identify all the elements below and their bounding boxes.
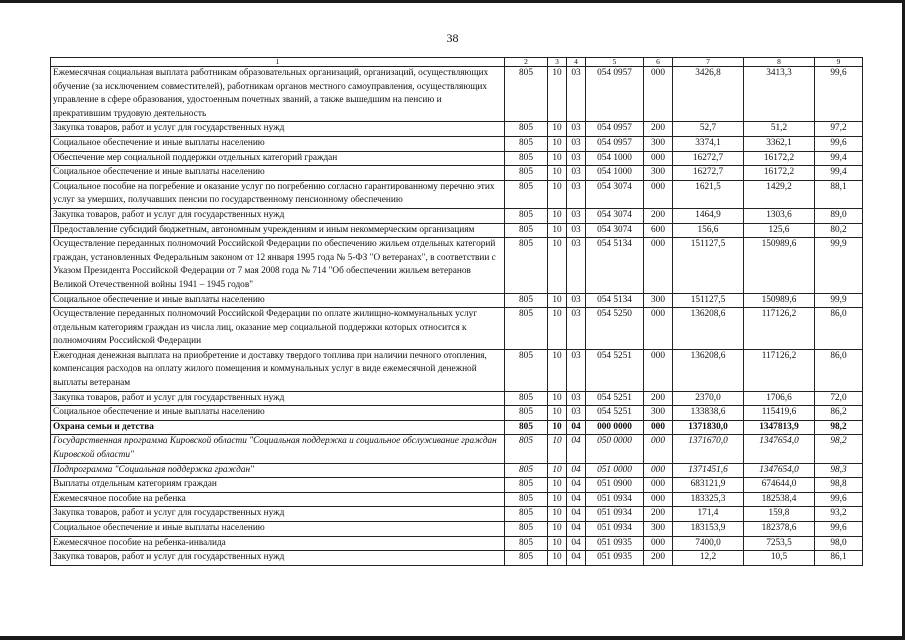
code-ministry: 805 (505, 435, 548, 463)
code-target-article: 054 5251 (586, 349, 644, 391)
code-target-article: 054 5250 (586, 308, 644, 350)
execution-percent: 86,0 (815, 349, 863, 391)
code-ministry: 805 (505, 420, 548, 435)
code-expense-type: 200 (644, 507, 673, 522)
code-ministry: 805 (505, 551, 548, 566)
budget-table (50, 57, 863, 566)
code-expense-type: 300 (644, 406, 673, 421)
code-ministry: 805 (505, 478, 548, 493)
code-subsection: 03 (567, 208, 586, 223)
code-section: 10 (548, 122, 567, 137)
code-target-article: 051 0900 (586, 478, 644, 493)
code-section: 10 (548, 478, 567, 493)
planned-amount: 151127,5 (673, 238, 744, 293)
table-row (51, 238, 863, 293)
code-expense-type: 200 (644, 391, 673, 406)
executed-amount: 1347654,0 (744, 463, 815, 478)
row-name: Ежемесячная социальная выплата работникам образовательных организаций, организаций, осуществляющих обучение (за исключением совместителей), работникам органов местного самоуправления, осуществляющих управление в сфере образования, удостоенным почетных званий, а также вышедшим на пенсию и прекратившим трудовую деятельность (51, 67, 505, 122)
row-name: Закупка товаров, работ и услуг для государственных нужд (51, 208, 505, 223)
code-target-article: 054 5251 (586, 391, 644, 406)
code-expense-type: 000 (644, 349, 673, 391)
planned-amount: 1371830,0 (673, 420, 744, 435)
code-target-article: 051 0000 (586, 463, 644, 478)
table-row (51, 208, 863, 223)
code-section: 10 (548, 391, 567, 406)
executed-amount: 1706,6 (744, 391, 815, 406)
code-subsection: 04 (567, 420, 586, 435)
planned-amount: 183153,9 (673, 522, 744, 537)
planned-amount: 1464,9 (673, 208, 744, 223)
code-subsection: 04 (567, 478, 586, 493)
code-subsection: 03 (567, 223, 586, 238)
code-section: 10 (548, 463, 567, 478)
row-name: Закупка товаров, работ и услуг для государственных нужд (51, 391, 505, 406)
code-section: 10 (548, 293, 567, 308)
code-section: 10 (548, 406, 567, 421)
planned-amount: 1371670,0 (673, 435, 744, 463)
code-section: 10 (548, 166, 567, 181)
executed-amount: 182378,6 (744, 522, 815, 537)
table-row (51, 223, 863, 238)
code-section: 10 (548, 349, 567, 391)
table-row (51, 293, 863, 308)
execution-percent: 98,3 (815, 463, 863, 478)
code-expense-type: 000 (644, 435, 673, 463)
row-name: Охрана семьи и детства (51, 420, 505, 435)
table-header-row (51, 58, 863, 67)
row-name: Подпрограмма "Социальная поддержка граждан" (51, 463, 505, 478)
row-name: Ежегодная денежная выплата на приобретение и доставку твердого топлива при наличии печного отопления, компенсация расходов на оплату жилого помещения и коммунальных услуг в виде ежемесячной денежной выплаты ветеранам (51, 349, 505, 391)
planned-amount: 3426,8 (673, 67, 744, 122)
execution-percent: 99,4 (815, 166, 863, 181)
executed-amount: 1347654,0 (744, 435, 815, 463)
planned-amount: 2370,0 (673, 391, 744, 406)
col-header: 1 (51, 58, 505, 67)
execution-percent: 80,2 (815, 223, 863, 238)
code-expense-type: 600 (644, 223, 673, 238)
executed-amount: 115419,6 (744, 406, 815, 421)
executed-amount: 159,8 (744, 507, 815, 522)
code-ministry: 805 (505, 166, 548, 181)
row-name: Обеспечение мер социальной поддержки отдельных категорий граждан (51, 151, 505, 166)
table-row (51, 308, 863, 350)
row-name: Социальное обеспечение и иные выплаты населению (51, 522, 505, 537)
code-expense-type: 000 (644, 478, 673, 493)
table-row (51, 420, 863, 435)
planned-amount: 1371451,6 (673, 463, 744, 478)
executed-amount: 1303,6 (744, 208, 815, 223)
row-name: Ежемесячное пособие на ребенка (51, 492, 505, 507)
code-ministry: 805 (505, 522, 548, 537)
code-ministry: 805 (505, 463, 548, 478)
code-expense-type: 000 (644, 420, 673, 435)
row-name: Государственная программа Кировской области "Социальная поддержка и социальное обслуживание граждан Кировской области" (51, 435, 505, 463)
table-row (51, 478, 863, 493)
table-row (51, 406, 863, 421)
table-row (51, 166, 863, 181)
code-section: 10 (548, 223, 567, 238)
code-section: 10 (548, 522, 567, 537)
planned-amount: 171,4 (673, 507, 744, 522)
code-subsection: 03 (567, 136, 586, 151)
code-section: 10 (548, 536, 567, 551)
execution-percent: 98,2 (815, 420, 863, 435)
executed-amount: 117126,2 (744, 308, 815, 350)
planned-amount: 151127,5 (673, 293, 744, 308)
planned-amount: 133838,6 (673, 406, 744, 421)
code-ministry: 805 (505, 308, 548, 350)
execution-percent: 93,2 (815, 507, 863, 522)
page-number: 38 (446, 31, 459, 45)
col-header: 6 (644, 58, 673, 67)
row-name: Предоставление субсидий бюджетным, автономным учреждениям и иным некоммерческим организациям (51, 223, 505, 238)
execution-percent: 89,0 (815, 208, 863, 223)
code-section: 10 (548, 420, 567, 435)
code-section: 10 (548, 507, 567, 522)
code-target-article: 054 1000 (586, 151, 644, 166)
row-name: Социальное пособие на погребение и оказание услуг по погребению согласно гарантированному перечню этих услуг за умерших, получавших пенсии по государственному пенсионному обеспечению (51, 180, 505, 208)
planned-amount: 683121,9 (673, 478, 744, 493)
executed-amount: 16172,2 (744, 151, 815, 166)
code-expense-type: 000 (644, 67, 673, 122)
code-expense-type: 000 (644, 536, 673, 551)
executed-amount: 117126,2 (744, 349, 815, 391)
code-target-article: 054 5134 (586, 293, 644, 308)
execution-percent: 88,1 (815, 180, 863, 208)
table-row (51, 67, 863, 122)
executed-amount: 16172,2 (744, 166, 815, 181)
code-ministry: 805 (505, 208, 548, 223)
code-section: 10 (548, 238, 567, 293)
code-ministry: 805 (505, 122, 548, 137)
row-name: Социальное обеспечение и иные выплаты населению (51, 406, 505, 421)
code-ministry: 805 (505, 180, 548, 208)
table-row (51, 180, 863, 208)
code-subsection: 04 (567, 522, 586, 537)
code-expense-type: 000 (644, 180, 673, 208)
code-ministry: 805 (505, 136, 548, 151)
table-row (51, 435, 863, 463)
row-name: Закупка товаров, работ и услуг для государственных нужд (51, 122, 505, 137)
planned-amount: 16272,7 (673, 151, 744, 166)
code-expense-type: 000 (644, 492, 673, 507)
code-ministry: 805 (505, 507, 548, 522)
execution-percent: 99,6 (815, 67, 863, 122)
code-subsection: 03 (567, 122, 586, 137)
code-subsection: 03 (567, 308, 586, 350)
execution-percent: 98,0 (815, 536, 863, 551)
table-row (51, 551, 863, 566)
planned-amount: 52,7 (673, 122, 744, 137)
code-subsection: 03 (567, 349, 586, 391)
code-section: 10 (548, 208, 567, 223)
code-section: 10 (548, 180, 567, 208)
executed-amount: 182538,4 (744, 492, 815, 507)
planned-amount: 7400,0 (673, 536, 744, 551)
code-ministry: 805 (505, 223, 548, 238)
code-subsection: 04 (567, 435, 586, 463)
code-expense-type: 300 (644, 522, 673, 537)
planned-amount: 1621,5 (673, 180, 744, 208)
code-target-article: 054 5251 (586, 406, 644, 421)
col-header: 8 (744, 58, 815, 67)
execution-percent: 99,4 (815, 151, 863, 166)
code-subsection: 03 (567, 391, 586, 406)
planned-amount: 3374,1 (673, 136, 744, 151)
code-target-article: 054 0957 (586, 67, 644, 122)
row-name: Выплаты отдельным категориям граждан (51, 478, 505, 493)
table-row (51, 391, 863, 406)
code-target-article: 051 0934 (586, 492, 644, 507)
code-section: 10 (548, 151, 567, 166)
code-subsection: 04 (567, 463, 586, 478)
table-row (51, 122, 863, 137)
execution-percent: 72,0 (815, 391, 863, 406)
code-subsection: 03 (567, 151, 586, 166)
row-name: Закупка товаров, работ и услуг для государственных нужд (51, 507, 505, 522)
executed-amount: 10,5 (744, 551, 815, 566)
executed-amount: 674644,0 (744, 478, 815, 493)
row-name: Осуществление переданных полномочий Российской Федерации по оплате жилищно-коммунальных услуг отдельным категориям граждан из числа лиц, оказание мер социальной поддержки которых относится к полномочиям Российской Федерации (51, 308, 505, 350)
col-header: 4 (567, 58, 586, 67)
code-target-article: 054 3074 (586, 223, 644, 238)
table-row (51, 536, 863, 551)
executed-amount: 150989,6 (744, 293, 815, 308)
col-header: 9 (815, 58, 863, 67)
code-expense-type: 300 (644, 136, 673, 151)
code-target-article: 051 0935 (586, 551, 644, 566)
code-section: 10 (548, 551, 567, 566)
code-ministry: 805 (505, 391, 548, 406)
executed-amount: 1429,2 (744, 180, 815, 208)
executed-amount: 3413,3 (744, 67, 815, 122)
code-expense-type: 300 (644, 166, 673, 181)
executed-amount: 3362,1 (744, 136, 815, 151)
code-target-article: 000 0000 (586, 420, 644, 435)
planned-amount: 183325,3 (673, 492, 744, 507)
code-expense-type: 200 (644, 551, 673, 566)
scan-border-bottom (0, 636, 905, 640)
executed-amount: 51,2 (744, 122, 815, 137)
table-row (51, 522, 863, 537)
execution-percent: 99,6 (815, 522, 863, 537)
executed-amount: 150989,6 (744, 238, 815, 293)
code-target-article: 054 0957 (586, 136, 644, 151)
code-section: 10 (548, 67, 567, 122)
code-ministry: 805 (505, 238, 548, 293)
code-subsection: 04 (567, 507, 586, 522)
executed-amount: 125,6 (744, 223, 815, 238)
code-target-article: 051 0935 (586, 536, 644, 551)
table-row (51, 136, 863, 151)
code-subsection: 03 (567, 293, 586, 308)
code-target-article: 054 5134 (586, 238, 644, 293)
row-name: Социальное обеспечение и иные выплаты населению (51, 136, 505, 151)
table-row (51, 151, 863, 166)
planned-amount: 136208,6 (673, 349, 744, 391)
code-ministry: 805 (505, 536, 548, 551)
planned-amount: 156,6 (673, 223, 744, 238)
execution-percent: 98,2 (815, 435, 863, 463)
code-expense-type: 000 (644, 308, 673, 350)
col-header: 7 (673, 58, 744, 67)
code-subsection: 03 (567, 67, 586, 122)
planned-amount: 16272,7 (673, 166, 744, 181)
execution-percent: 99,6 (815, 136, 863, 151)
code-subsection: 03 (567, 238, 586, 293)
code-section: 10 (548, 435, 567, 463)
table-body (51, 67, 863, 566)
code-subsection: 03 (567, 406, 586, 421)
execution-percent: 86,2 (815, 406, 863, 421)
code-ministry: 805 (505, 67, 548, 122)
code-target-article: 054 3074 (586, 180, 644, 208)
code-ministry: 805 (505, 406, 548, 421)
col-header: 3 (548, 58, 567, 67)
code-ministry: 805 (505, 293, 548, 308)
code-ministry: 805 (505, 492, 548, 507)
table-row (51, 463, 863, 478)
code-ministry: 805 (505, 151, 548, 166)
execution-percent: 99,9 (815, 293, 863, 308)
code-expense-type: 300 (644, 293, 673, 308)
row-name: Ежемесячное пособие на ребенка-инвалида (51, 536, 505, 551)
code-subsection: 03 (567, 166, 586, 181)
code-subsection: 03 (567, 180, 586, 208)
code-target-article: 054 3074 (586, 208, 644, 223)
execution-percent: 86,1 (815, 551, 863, 566)
code-target-article: 050 0000 (586, 435, 644, 463)
row-name: Осуществление переданных полномочий Российской Федерации по обеспечению жильем отдельных категорий граждан, установленных Федеральным законом от 12 января 1995 года № 5-ФЗ "О ветеранах", в соответствии с Указом Президента Российской Федерации от 7 мая 2008 года № 714 "Об обеспечении жильем ветеранов Великой Отечественной войны 1941 – 1945 годов" (51, 238, 505, 293)
executed-amount: 1347813,9 (744, 420, 815, 435)
code-target-article: 051 0934 (586, 522, 644, 537)
execution-percent: 99,6 (815, 492, 863, 507)
code-subsection: 04 (567, 536, 586, 551)
code-expense-type: 000 (644, 463, 673, 478)
code-section: 10 (548, 492, 567, 507)
code-subsection: 04 (567, 551, 586, 566)
code-section: 10 (548, 308, 567, 350)
code-section: 10 (548, 136, 567, 151)
execution-percent: 97,2 (815, 122, 863, 137)
code-target-article: 054 1000 (586, 166, 644, 181)
code-subsection: 04 (567, 492, 586, 507)
planned-amount: 12,2 (673, 551, 744, 566)
table-row (51, 492, 863, 507)
code-ministry: 805 (505, 349, 548, 391)
row-name: Закупка товаров, работ и услуг для государственных нужд (51, 551, 505, 566)
execution-percent: 98,8 (815, 478, 863, 493)
row-name: Социальное обеспечение и иные выплаты населению (51, 166, 505, 181)
scan-border-top (0, 0, 905, 3)
code-expense-type: 000 (644, 151, 673, 166)
planned-amount: 136208,6 (673, 308, 744, 350)
code-expense-type: 000 (644, 238, 673, 293)
table-row (51, 349, 863, 391)
execution-percent: 99,9 (815, 238, 863, 293)
row-name: Социальное обеспечение и иные выплаты населению (51, 293, 505, 308)
code-target-article: 054 0957 (586, 122, 644, 137)
code-expense-type: 200 (644, 122, 673, 137)
code-expense-type: 200 (644, 208, 673, 223)
col-header: 2 (505, 58, 548, 67)
table-row (51, 507, 863, 522)
executed-amount: 7253,5 (744, 536, 815, 551)
execution-percent: 86,0 (815, 308, 863, 350)
code-target-article: 051 0934 (586, 507, 644, 522)
col-header: 5 (586, 58, 644, 67)
